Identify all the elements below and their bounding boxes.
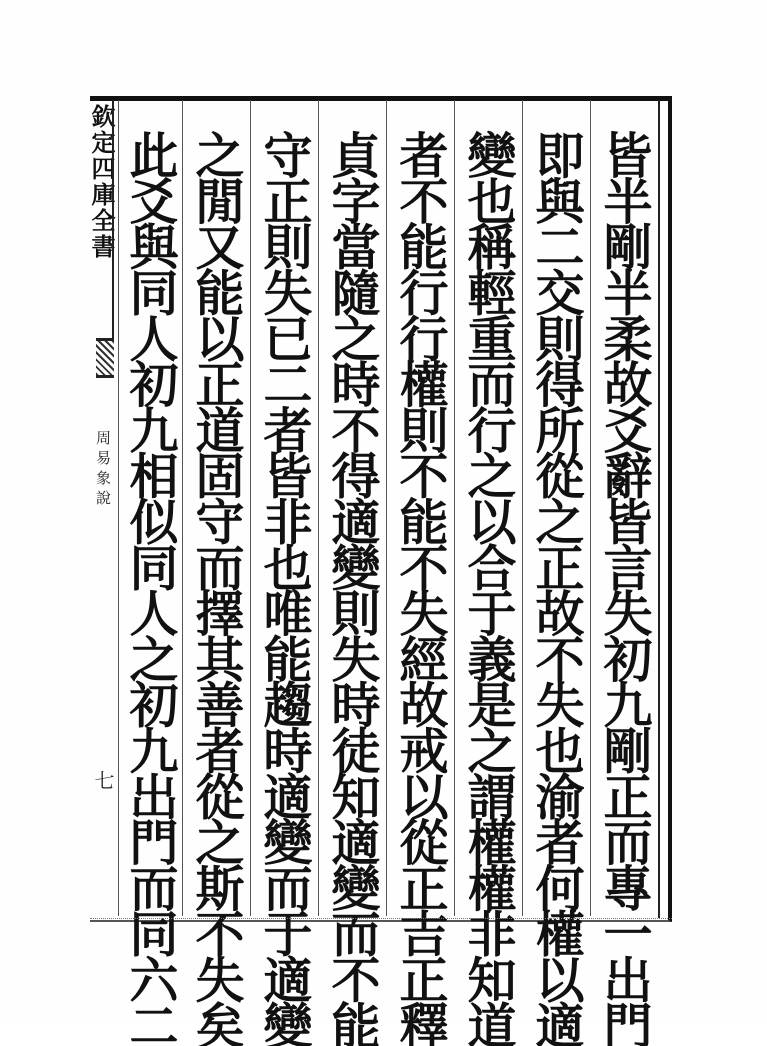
text-column-6: 守正則失已二者皆非也唯能趨時適變而于適變 [256, 130, 314, 1046]
column-rule [250, 100, 251, 916]
column-rule [386, 100, 387, 916]
column-rule [318, 100, 319, 916]
page-bottom-edge [90, 918, 672, 919]
fishtail-ornament [96, 338, 114, 378]
column-rule [118, 100, 119, 916]
text-column-7: 之閒又能以正道固守而擇其善者從之斯不失矣 [188, 130, 246, 1046]
column-rule [590, 100, 591, 916]
margin-chapter-label: 周易象說 [94, 430, 112, 510]
text-column-3: 變也稱輕重而行之以合于義是之謂權權非知道 [460, 130, 518, 1046]
text-column-1: 皆半剛半柔故爻辭皆言失初九剛正而專一出門 [596, 130, 654, 1046]
column-rule [182, 100, 183, 916]
text-column-2: 即與二交則得所從之正故不失也渝者何權以適 [528, 130, 586, 1046]
margin-book-title: 欽定四庫全書 [87, 104, 116, 260]
column-rule [522, 100, 523, 916]
frame-inner-rule [658, 100, 660, 918]
margin-title-rule [112, 100, 114, 340]
folio-number: 七 [91, 770, 115, 790]
text-column-4: 者不能行行權則不能不失經故戒以從正吉正釋 [392, 130, 450, 1046]
column-rule [454, 100, 455, 916]
text-column-8: 此爻與同人初九相似同人之初九出門而同六二 [122, 130, 180, 1046]
text-column-5: 貞字當隨之時不得適變則失時徒知適變而不能 [324, 130, 382, 1046]
